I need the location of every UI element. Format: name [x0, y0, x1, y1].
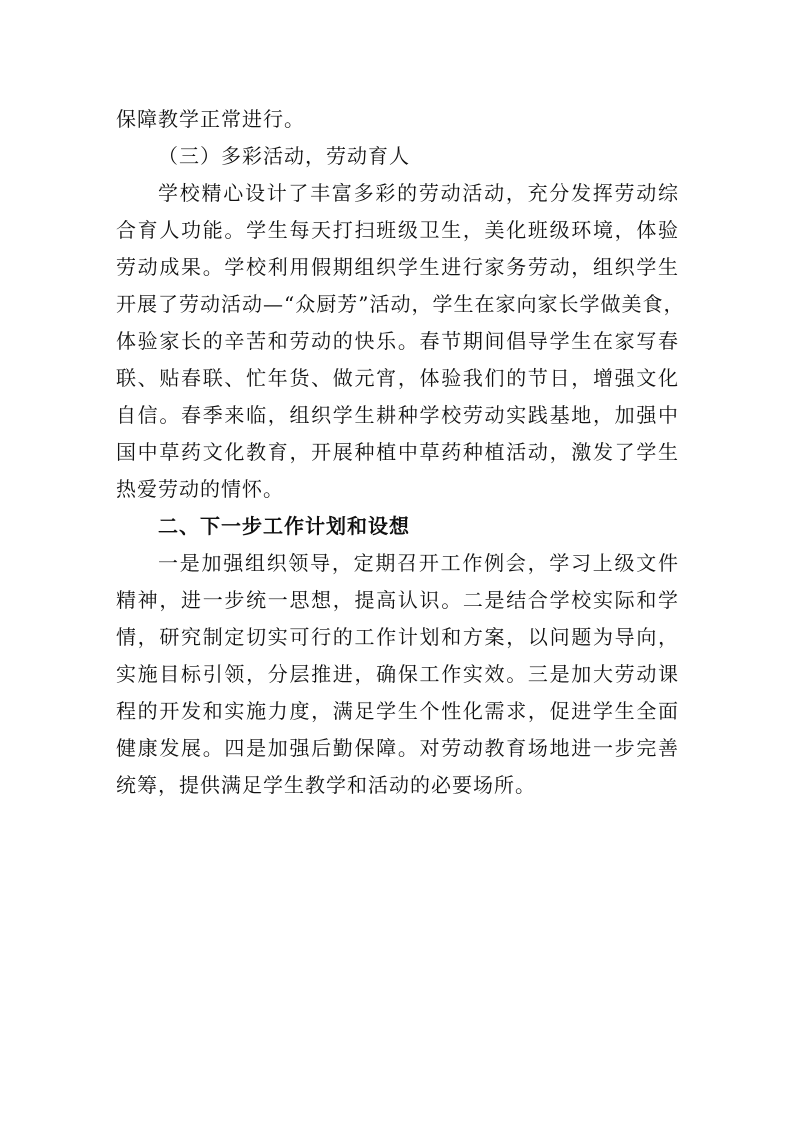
- section-heading-next-steps: 二、下一步工作计划和设想: [158, 514, 410, 538]
- paragraph-line: 一是加强组织领导，定期召开工作例会，学习上级文件: [158, 551, 679, 575]
- paragraph-line: 劳动成果。学校利用假期组织学生进行家务劳动，组织学生: [116, 255, 679, 279]
- paragraph-line: 情，研究制定切实可行的工作计划和方案，以问题为导向，: [116, 625, 679, 649]
- paragraph-line: 国中草药文化教育，开展种植中草药种植活动，激发了学生: [116, 440, 679, 464]
- paragraph-line-end: 热爱劳动的情怀。: [116, 477, 284, 501]
- paragraph-line: 健康发展。四是加强后勤保障。对劳动教育场地进一步完善: [116, 736, 679, 760]
- paragraph-line: 开展了劳动活动—“众厨芳”活动，学生在家向家长学做美食，: [116, 292, 685, 316]
- section-subheading-activities: （三）多彩活动，劳动育人: [158, 144, 410, 168]
- paragraph-line: 程的开发和实施力度，满足学生个性化需求，促进学生全面: [116, 699, 679, 723]
- document-body: [116, 101, 685, 804]
- paragraph-line: 自信。春季来临，组织学生耕种学校劳动实践基地，加强中: [116, 403, 679, 427]
- paragraph-line: 实施目标引领，分层推进，确保工作实效。三是加大劳动课: [116, 662, 679, 686]
- paragraph-line-end: 统筹，提供满足学生教学和活动的必要场所。: [116, 773, 536, 797]
- paragraph-line: 体验家长的辛苦和劳动的快乐。春节期间倡导学生在家写春: [116, 329, 679, 353]
- paragraph-line: 学校精心设计了丰富多彩的劳动活动，充分发挥劳动综: [158, 181, 679, 205]
- paragraph-line-continuation: 保障教学正常进行。: [116, 107, 305, 131]
- paragraph-line: 精神，进一步统一思想，提高认识。二是结合学校实际和学: [116, 588, 679, 612]
- paragraph-line: 合育人功能。学生每天打扫班级卫生，美化班级环境，体验: [116, 218, 679, 242]
- paragraph-line: 联、贴春联、忙年货、做元宵，体验我们的节日，增强文化: [116, 366, 679, 390]
